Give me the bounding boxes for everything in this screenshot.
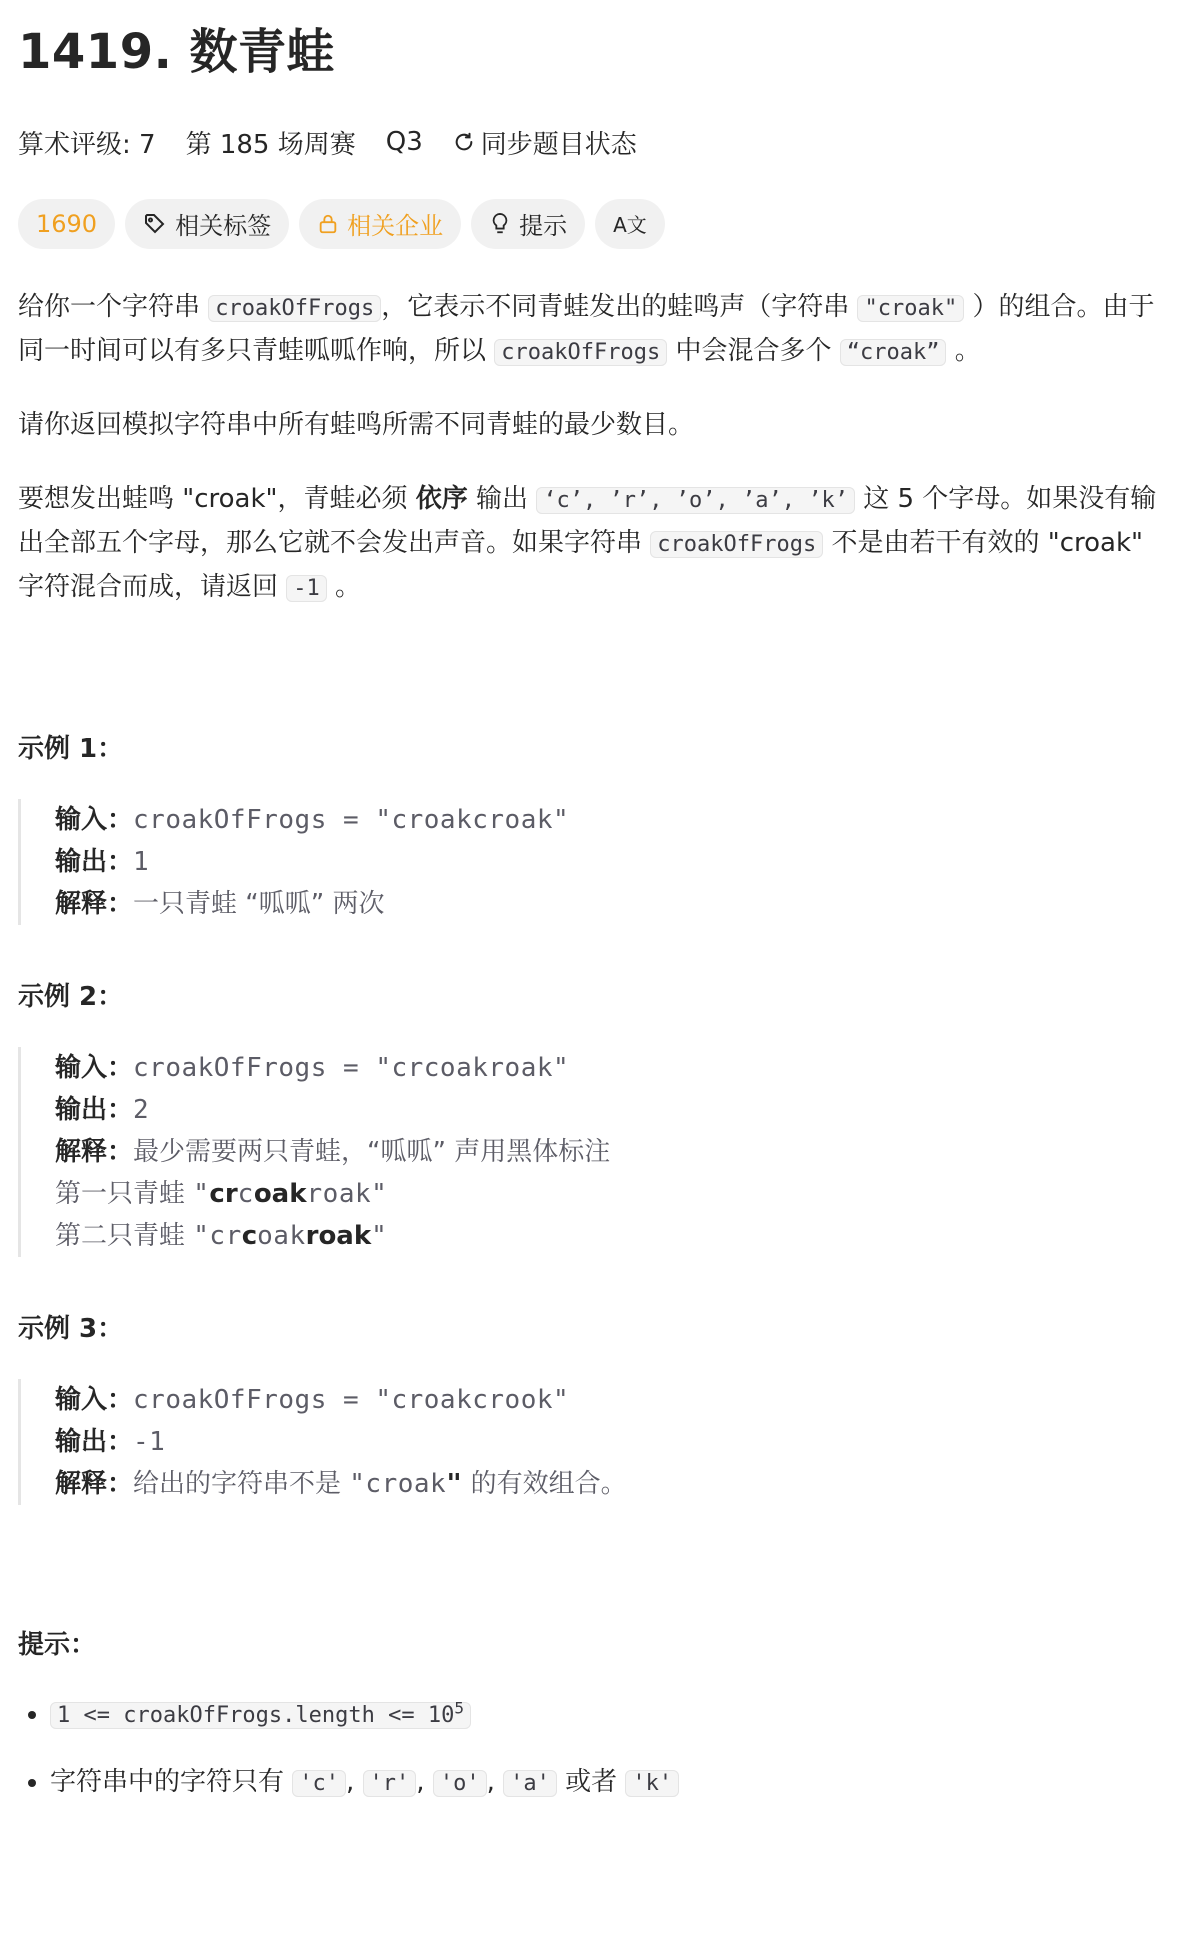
description-paragraph-1: 给你一个字符串 croakOfFrogs ，它表示不同青蛙发出的蛙鸣声（字符串 "croak" ）的组合。由于同一时间可以有多只青蛙呱呱作响，所以 croakOfFrogs 中会混合多个 “croak” 。 bbox=[18, 291, 1155, 366]
sync-status-button[interactable] bbox=[453, 124, 637, 161]
example-2-title: 示例 2： bbox=[18, 981, 124, 1012]
example-3-title: 示例 3： bbox=[18, 1313, 124, 1344]
translate-icon: A文 bbox=[613, 213, 647, 238]
inline-code: 'k' bbox=[625, 1770, 679, 1797]
rating-label: 算术评级: 7 bbox=[18, 129, 156, 160]
related-companies-label: 相关企业 bbox=[347, 212, 444, 241]
inline-code: "croak" bbox=[857, 295, 964, 322]
example-2-block: 输入：croakOfFrogs = "crcoakroak" 输出：2 解释：最少需要两只青蛙，“呱呱” 声用黑体标注 第一只青蛙 "crcoakroak" 第二只青蛙 "crcoakroak" bbox=[18, 1047, 1177, 1257]
lightbulb-icon bbox=[489, 211, 511, 237]
example-1-title: 示例 1： bbox=[18, 733, 124, 764]
tag-icon bbox=[143, 212, 167, 236]
list-item bbox=[50, 1691, 1177, 1737]
related-companies-button[interactable] bbox=[299, 199, 461, 249]
hint-label: 提示 bbox=[519, 212, 568, 241]
translate-button[interactable] bbox=[595, 199, 665, 249]
constraints-title: 提示： bbox=[18, 1629, 97, 1660]
related-tags-label: 相关标签 bbox=[175, 212, 272, 241]
inline-code: croakOfFrogs bbox=[494, 339, 667, 366]
inline-code: 'r' bbox=[363, 1770, 417, 1797]
frog-1-line: 第一只青蛙 "crcoakroak" bbox=[55, 1178, 388, 1209]
inline-code: -1 bbox=[286, 575, 327, 602]
question-label: Q3 bbox=[385, 127, 423, 158]
list-item: • 字符串中的字符只有 'c' , 'r' , 'o' , 'a' 或者 'k' bbox=[50, 1759, 1177, 1805]
refresh-icon bbox=[453, 131, 475, 153]
problem-description bbox=[18, 285, 1177, 1805]
description-paragraph-2: 请你返回模拟字符串中所有蛙鸣所需不同青蛙的最少数目。 bbox=[18, 409, 695, 440]
sync-label: 同步题目状态 bbox=[480, 129, 637, 160]
example-3-block: 输入：croakOfFrogs = "croakcrook" 输出：-1 解释：给出的字符串不是 "croak" 的有效组合。 bbox=[18, 1379, 1177, 1505]
hint-button[interactable] bbox=[471, 199, 585, 249]
inline-code: “croak” bbox=[840, 339, 947, 366]
tag-bar bbox=[18, 199, 1177, 249]
inline-code: 'o' bbox=[433, 1770, 487, 1797]
inline-code: 1 <= croakOfFrogs.length <= $10^5$ bbox=[50, 1702, 471, 1729]
problem-title: 1419. 数青蛙 bbox=[18, 24, 336, 80]
inline-code: croakOfFrogs bbox=[208, 295, 381, 322]
example-1-block: 输入：croakOfFrogs = "croakcroak" 输出：1 解释：一只青蛙 “呱呱” 两次 bbox=[18, 799, 1177, 925]
inline-code: 'a' bbox=[503, 1770, 557, 1797]
inline-code: croakOfFrogs bbox=[650, 531, 823, 558]
related-tags-button[interactable] bbox=[125, 199, 289, 249]
inline-code: 'c' bbox=[292, 1770, 346, 1797]
constraints-list bbox=[18, 1691, 1177, 1805]
frog-2-line: 第二只青蛙 "crcoakroak" bbox=[55, 1220, 388, 1251]
problem-meta bbox=[18, 124, 1177, 161]
problem-number-badge: 1690 bbox=[18, 199, 115, 249]
description-paragraph-3: 要想发出蛙鸣 "croak"，青蛙必须 依序 输出 ‘c’, ’r’, ’o’, ’a’, ’k’ 这 5 个字母。如果没有输出全部五个字母，那么它就不会发出声音。如果字符串 croakOfFrogs 不是由若干有效的 "croak" 字符混合而成，请返回 -1 。 bbox=[18, 483, 1157, 602]
contest-link[interactable]: 第 185 场周赛 bbox=[185, 129, 356, 160]
lock-icon bbox=[317, 212, 339, 236]
inline-code: ‘c’, ’r’, ’o’, ’a’, ’k’ bbox=[536, 487, 855, 514]
